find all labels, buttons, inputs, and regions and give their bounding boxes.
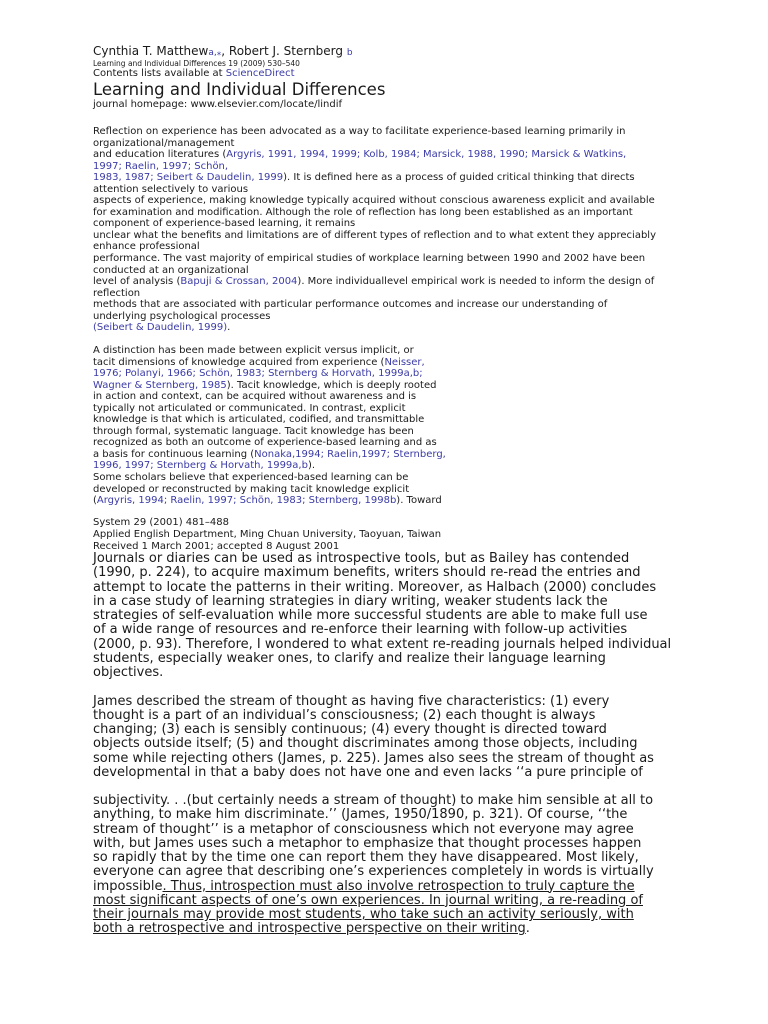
author-separator: , bbox=[221, 44, 229, 58]
journal-title: Learning and Individual Differences bbox=[93, 80, 386, 99]
journal-citation: Learning and Individual Differences 19 (2009) 530–540 bbox=[93, 59, 300, 68]
journal-homepage: journal homepage: www.elsevier.com/locate/lindif bbox=[93, 99, 343, 110]
sciencedirect-link[interactable]: ScienceDirect bbox=[225, 68, 295, 79]
system-citation: System 29 (2001) 481–488 bbox=[93, 517, 229, 528]
author-name: Robert J. Sternberg bbox=[228, 44, 347, 58]
abstract-text: . bbox=[227, 322, 231, 334]
underlined-passage: . Thus, introspection must also involve retrospection to truly capture the most significant aspects of one’s own experiences. In journal writing, a re-reading of their journals may provide most students, who take such an activity seriously, with both a retrospective and introspective perspective on their writing bbox=[93, 878, 643, 937]
contents-prefix: Contents lists available at bbox=[93, 68, 226, 79]
citation-link[interactable]: Bapuji & Crossan, 2004 bbox=[180, 276, 298, 288]
citation-link[interactable]: Argyris, 1994; Raelin, 1997; Schön, 1983; Sternberg, 1998b bbox=[96, 495, 397, 507]
contents-line bbox=[93, 68, 295, 80]
author-department: Applied English Department, Ming Chuan University, Taoyuan, Taiwan bbox=[93, 528, 442, 540]
abstract-text: Reflection on experience has been advocated as a way to facilitate experience-based learning primarily in organizational/management and education literatures ( bbox=[93, 126, 626, 161]
paragraph-text: ). Some scholars believe that experienced-based learning can be developed or reconstructed by making tacit knowledge explicit ( bbox=[93, 460, 410, 507]
paragraph-text: ). Tacit knowledge, which is deeply rooted in action and context, can be acquired without awareness and is typically not articulated or communicated. In contrast, explicit knowledge is that which is articulated, codified, and transmittable through formal, systematic language. Tacit knowledge has been recognized as both an outcome of experience-based learning and as a basis for continuous learning ( bbox=[93, 379, 437, 460]
citation-link[interactable]: (Seibert & Daudelin, 1999) bbox=[93, 322, 228, 334]
paragraph-text: A distinction has been made between explicit versus implicit, or tacit dimensions of knowledge acquired from experience ( bbox=[93, 345, 414, 368]
author-affiliation-mark[interactable]: b bbox=[346, 48, 353, 58]
tacit-knowledge-paragraph bbox=[93, 345, 446, 507]
abstract-text: ). It is defined here as a process of guided critical thinking that directs attention selectively to various aspects of experience, making knowledge typically acquired without conscious awareness explicit and available for examination and modification. Although the role of reflection has long been established as an important component of experience-based learning, it remains unclear what the benefits and limitations are of different types of reflection and to what extent they appreciably enhance professional performance. The vast majority of empirical studies of workplace learning between 1990 and 2002 have been conducted at an organizational level of analysis ( bbox=[93, 172, 656, 288]
body-text-continued bbox=[93, 794, 654, 937]
abstract-paragraph bbox=[93, 126, 656, 334]
abstract-text: ). More individuallevel empirical work is needed to inform the design of reflection methods that are associated with particular performance outcomes and increase our understanding of underlying psychological processes bbox=[93, 276, 655, 322]
citation-link[interactable]: Neisser, 1976; Polanyi, 1966; Schön, 1983; Sternberg & Horvath, 1999a,b; Wagner & Sternberg, 1985 bbox=[93, 356, 425, 391]
author-affiliation-mark[interactable]: a,⁎ bbox=[208, 48, 222, 58]
body-text bbox=[93, 552, 671, 780]
body-paragraph: James described the stream of thought as having five characteristics: (1) every thought is a part of an individual’s consciousness; (2) each thought is always changing; (3) each is sensibly continuous; (4) every thought is directed toward objects outside itself; (5) and thought discriminates among those objects, including some while rejecting others (James, p. 225). James also sees the stream of thought as developmental in that a baby does not have one and even lacks ‘‘a pure principle of bbox=[93, 693, 654, 780]
citation-link[interactable]: Argyris, 1991, 1994, 1999; Kolb, 1984; Marsick, 1988, 1990; Marsick & Watkins, 1997; Raelin, 1997; Schön, 1983, 1987; Seibert & Daudelin, 1999 bbox=[93, 149, 627, 184]
paragraph-text: ). Toward bbox=[396, 495, 442, 507]
citation-link[interactable]: Nonaka,1994; Raelin,1997; Sternberg, 1996, 1997; Sternberg & Horvath, 1999a,b bbox=[93, 448, 446, 472]
author-name: Cynthia T. Matthew bbox=[93, 44, 209, 58]
body-paragraph: subjectivity. . .(but certainly needs a stream of thought) to make him sensible at all to anything, to make him discriminate.’’ (James, 1950/1890, p. 321). Of course, ‘‘the stream of thought’’ is a metaphor of consciousness which not everyone may agree with, but James uses such a metaphor to emphasize that thought processes happen so rapidly that by the time one can report them they have disappeared. Most likely, everyone can agree that describing one’s experiences completely in words is virtually impossible bbox=[93, 793, 654, 894]
body-paragraph: Journals or diaries can be used as introspective tools, but as Bailey has contended (1990, p. 224), to acquire maximum benefits, writers should re-read the entries and attempt to locate the patterns in their writing. Moreover, as Halbach (2000) concludes in a case study of learning strategies in diary writing, weaker students lack the strategies of self-evaluation while more successful students are able to make full use of a wide range of resources and re-enforce their learning with follow-up activities (2000, p. 93). Therefore, I wondered to what extent re-reading journals helped individual students, especially weaker ones, to clarify and realize their language learning objectives. bbox=[93, 551, 672, 680]
body-paragraph-end: . bbox=[525, 921, 530, 937]
article-info bbox=[93, 517, 441, 552]
received-dates: Received 1 March 2001; accepted 8 August 2001 bbox=[93, 540, 340, 552]
